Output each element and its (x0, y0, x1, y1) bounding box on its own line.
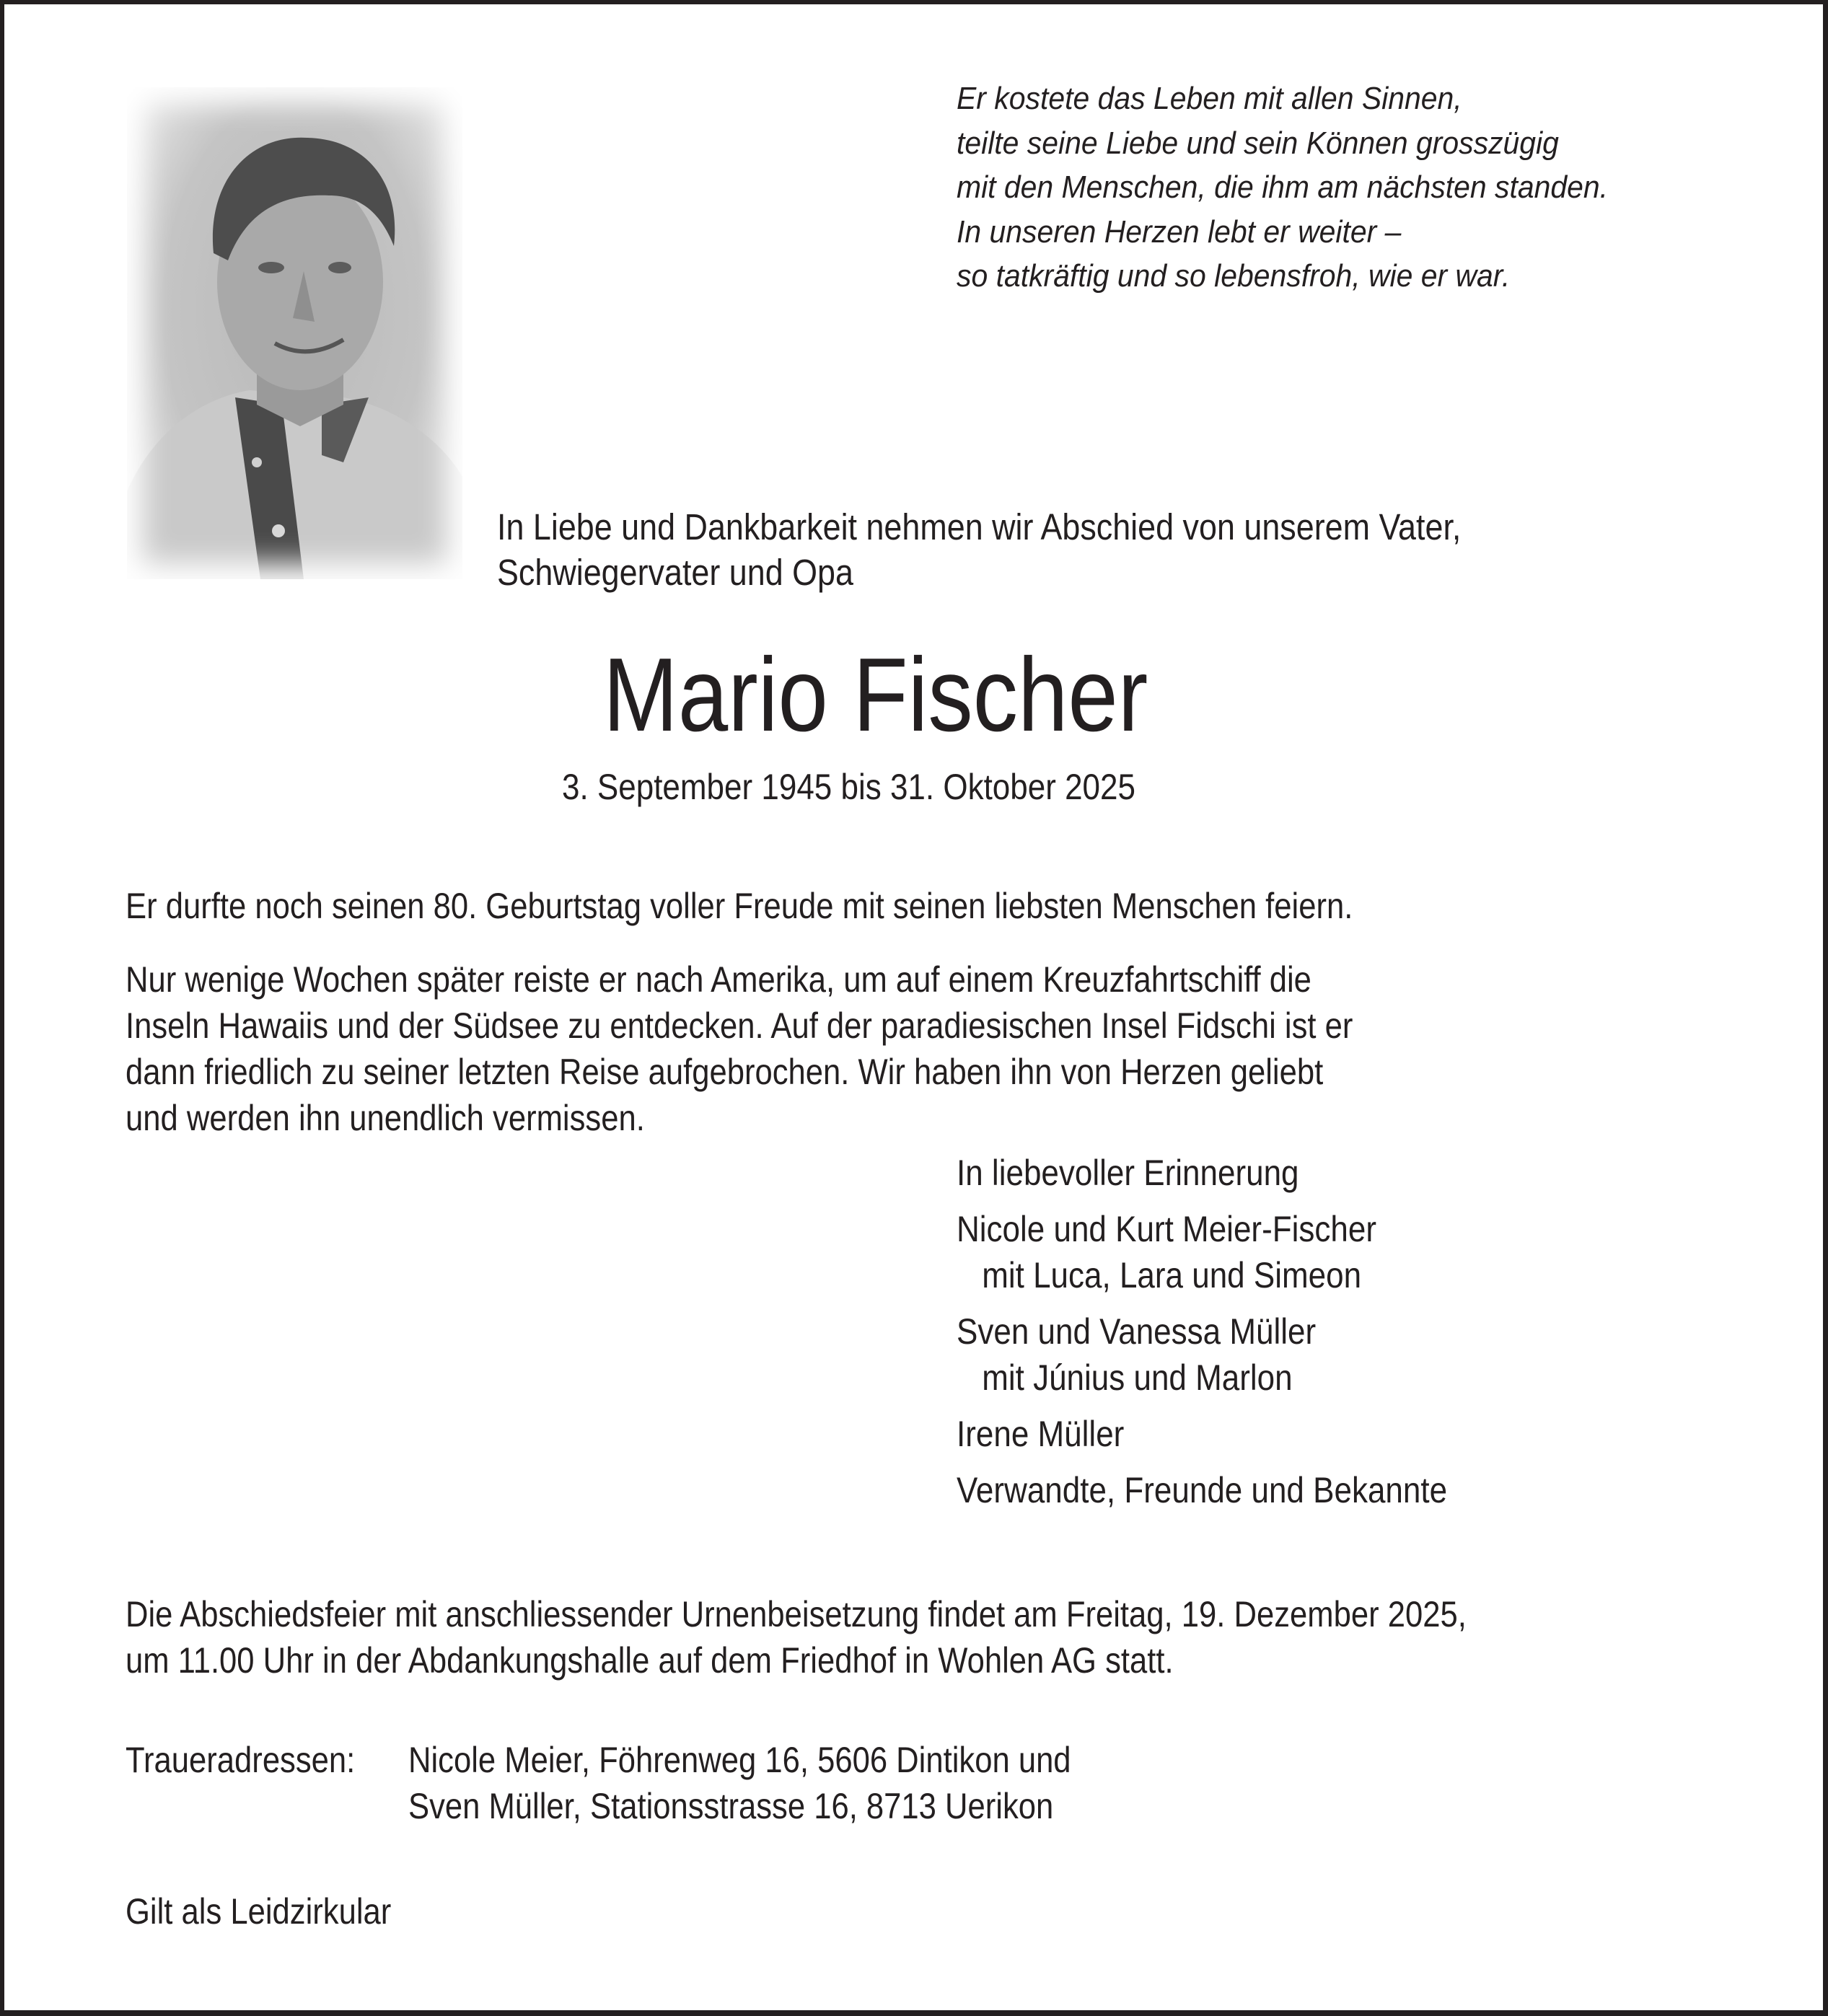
intro-line: Schwiegervater und Opa (497, 552, 853, 593)
mourners-list (957, 1150, 1447, 1513)
life-dates: 3. September 1945 bis 31. Oktober 2025 (562, 767, 1135, 807)
poem-line: Er kostete das Leben mit allen Sinnen, (957, 81, 1462, 116)
paragraph-line: Inseln Hawaiis und der Südsee zu entdecken. Auf der paradiesischen Insel Fidschi ist er (126, 1005, 1353, 1046)
paragraph-line: Nur wenige Wochen später reiste er nach Amerika, um auf einem Kreuzfahrtschiff die (126, 959, 1311, 1000)
address-line: Nicole Meier, Föhrenweg 16, 5606 Dintikon und (408, 1740, 1071, 1780)
ceremony-line: um 11.00 Uhr in der Abdankungshalle auf dem Friedhof in Wohlen AG statt. (126, 1640, 1174, 1681)
addresses-label: Traueradressen: (126, 1740, 356, 1780)
portrait-photo (127, 87, 462, 579)
deceased-name: Mario Fischer (603, 636, 1148, 753)
paragraph-line: dann friedlich zu seiner letzten Reise aufgebrochen. Wir haben ihn von Herzen geliebt (126, 1052, 1324, 1092)
mourner-children: mit Június und Marlon (982, 1357, 1293, 1398)
mourner-children: mit Luca, Lara und Simeon (982, 1255, 1362, 1295)
mourners-heading: In liebevoller Erinnerung (957, 1153, 1299, 1193)
poem-line: so tatkräftig und so lebensfroh, wie er war. (957, 258, 1511, 294)
portrait-illustration (127, 87, 462, 579)
intro-text (497, 504, 1461, 595)
poem (957, 76, 1608, 299)
body-paragraph-2 (126, 956, 1353, 1141)
ceremony-line: Die Abschiedsfeier mit anschliessender Urnenbeisetzung findet am Freitag, 19. Dezember 2025, (126, 1594, 1467, 1634)
mourner-name: Verwandte, Freunde und Bekannte (957, 1470, 1448, 1510)
intro-line: In Liebe und Dankbarkeit nehmen wir Abschied von unserem Vater, (497, 506, 1462, 547)
ceremony-info (126, 1591, 1467, 1683)
paragraph-line: und werden ihn unendlich vermissen. (126, 1098, 645, 1138)
mourner-name: Nicole und Kurt Meier-Fischer (957, 1209, 1376, 1249)
body-paragraph-1: Er durfte noch seinen 80. Geburtstag voller Freude mit seinen liebsten Menschen feiern. (126, 886, 1353, 926)
addresses-list (408, 1737, 1071, 1829)
footer-note: Gilt als Leidzirkular (126, 1891, 392, 1932)
poem-line: mit den Menschen, die ihm am nächsten standen. (957, 170, 1609, 205)
poem-line: teilte seine Liebe und sein Können grosszügig (957, 125, 1559, 161)
address-line: Sven Müller, Stationsstrasse 16, 8713 Uerikon (408, 1786, 1054, 1826)
poem-line: In unseren Herzen lebt er weiter – (957, 214, 1402, 250)
mourner-name: Irene Müller (957, 1414, 1125, 1454)
mourner-name: Sven und Vanessa Müller (957, 1311, 1317, 1352)
